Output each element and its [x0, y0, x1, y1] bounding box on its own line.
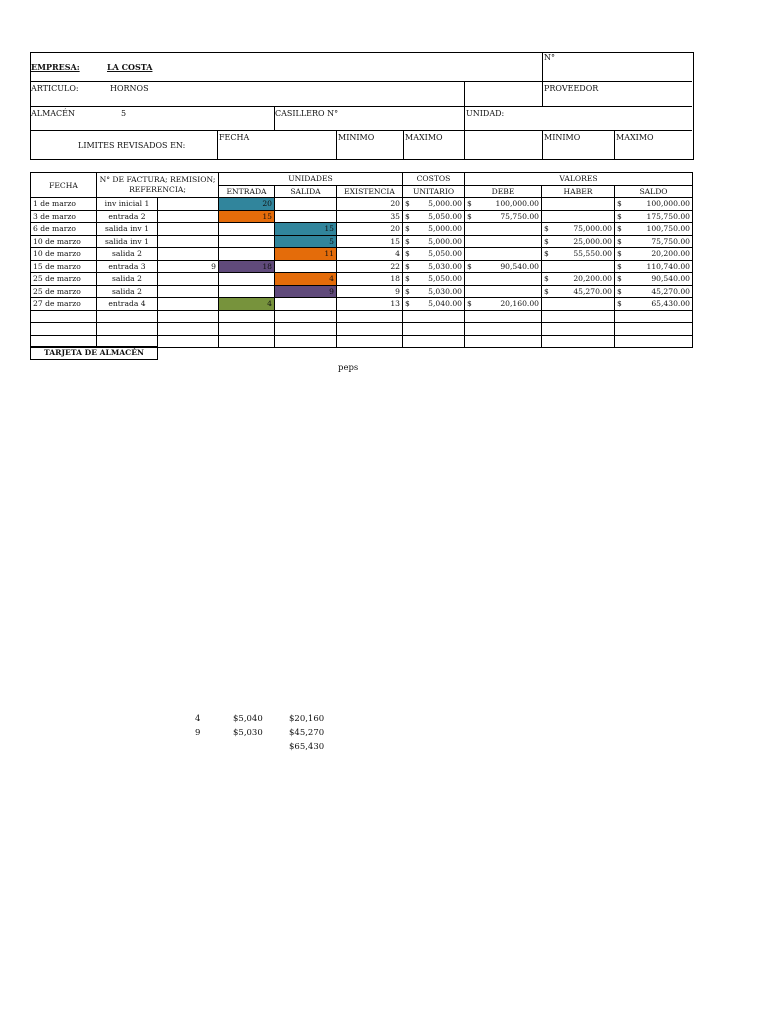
cell-unitario [403, 285, 465, 298]
note-unit-cost: $5,040 [233, 714, 263, 724]
cell-unitario [403, 310, 465, 323]
cell-debe-value: 90,540.00 [500, 261, 539, 271]
cell-unitario-value: 5,050.00 [428, 249, 462, 259]
cell-unitario [403, 235, 465, 248]
cell-haber-value: 75,000.00 [573, 224, 612, 234]
currency-symbol: $ [405, 261, 410, 271]
notes-total: $65,430 [289, 742, 325, 752]
cell-existencia: 22 [337, 260, 403, 273]
cell-debe [465, 310, 542, 323]
cell-salida [275, 298, 337, 311]
currency-symbol: $ [467, 211, 472, 221]
articulo-value: HORNOS [110, 84, 149, 93]
maximo-label: MAXIMO [405, 133, 443, 142]
unidades-header: UNIDADES [219, 173, 403, 186]
cell-entrada [219, 335, 275, 348]
currency-symbol: $ [617, 274, 622, 284]
numero-label: N° [544, 53, 555, 62]
cell-unitario-value: 5,040.00 [428, 299, 462, 309]
currency-symbol: $ [544, 286, 549, 296]
cell-haber [542, 223, 615, 236]
cell-fecha: 10 de marzo [31, 248, 97, 261]
note-qty: 9 [195, 728, 201, 738]
cell-saldo [615, 323, 693, 336]
cell-entrada [219, 323, 275, 336]
currency-symbol: $ [544, 249, 549, 259]
cell-saldo-value: 65,430.00 [651, 299, 690, 309]
currency-symbol: $ [405, 211, 410, 221]
proveedor-label: PROVEEDOR [544, 84, 599, 93]
cell-unitario-value: 5,030.00 [428, 286, 462, 296]
cell-unitario [403, 210, 465, 223]
table-row [31, 298, 693, 311]
cell-saldo [615, 273, 693, 286]
cell-debe-value: 20,160.00 [500, 299, 539, 309]
cell-debe [465, 235, 542, 248]
cell-debe-value: 75,750.00 [500, 211, 539, 221]
cell-saldo-value: 100,000.00 [646, 199, 690, 209]
cell-haber [542, 310, 615, 323]
cell-existencia: 20 [337, 223, 403, 236]
cell-haber [542, 248, 615, 261]
cell-entrada [219, 248, 275, 261]
cell-salida [275, 323, 337, 336]
cell-haber [542, 273, 615, 286]
cell-referencia: entrada 2 [97, 210, 158, 223]
currency-symbol: $ [617, 211, 622, 221]
cell-referencia-extra [158, 335, 219, 348]
col-factura-header [97, 173, 219, 198]
note-unit-cost: $5,030 [233, 728, 263, 738]
cell-fecha: 27 de marzo [31, 298, 97, 311]
col-fecha-header: FECHA [31, 173, 97, 198]
maximo2-label: MAXIMO [616, 133, 654, 142]
cell-haber [542, 298, 615, 311]
existencia-header: EXISTENCIA [337, 185, 403, 198]
inventory-card-table [30, 172, 693, 348]
cell-debe [465, 198, 542, 211]
cell-haber-value: 25,000.00 [573, 236, 612, 246]
minimo-label: MINIMO [338, 133, 375, 142]
cell-unitario [403, 323, 465, 336]
currency-symbol: $ [617, 236, 622, 246]
cell-saldo [615, 210, 693, 223]
cell-salida: 15 [275, 223, 337, 236]
cell-referencia-extra [158, 310, 219, 323]
cell-referencia: entrada 4 [97, 298, 158, 311]
limites-label: LIMITES REVISADOS EN: [78, 141, 186, 150]
cell-referencia: inv inicial 1 [97, 198, 158, 211]
cell-fecha: 10 de marzo [31, 235, 97, 248]
currency-symbol: $ [405, 274, 410, 284]
cell-fecha: 1 de marzo [31, 198, 97, 211]
cell-saldo [615, 223, 693, 236]
cell-unitario [403, 335, 465, 348]
articulo-label: ARTICULO: [31, 84, 79, 93]
table-row [31, 198, 693, 211]
cell-referencia-extra [158, 298, 219, 311]
cell-existencia: 13 [337, 298, 403, 311]
currency-symbol: $ [544, 274, 549, 284]
unitario-header: UNITARIO [403, 185, 465, 198]
almacen-label: ALMACÉN [31, 109, 76, 118]
cell-saldo-value: 110,740.00 [646, 261, 690, 271]
cell-debe [465, 248, 542, 261]
cell-salida [275, 310, 337, 323]
cell-referencia: salida inv 1 [97, 223, 158, 236]
cell-unitario-value: 5,000.00 [428, 199, 462, 209]
cell-fecha: 3 de marzo [31, 210, 97, 223]
cell-existencia [337, 310, 403, 323]
entrada-header: ENTRADA [219, 185, 275, 198]
table-row [31, 235, 693, 248]
cell-debe [465, 285, 542, 298]
cell-saldo [615, 235, 693, 248]
cell-haber [542, 210, 615, 223]
cell-fecha: 25 de marzo [31, 285, 97, 298]
cell-saldo-value: 20,200.00 [651, 249, 690, 259]
cell-saldo [615, 298, 693, 311]
table-row [31, 248, 693, 261]
salida-header: SALIDA [275, 185, 337, 198]
cell-existencia [337, 323, 403, 336]
cell-existencia: 4 [337, 248, 403, 261]
table-row [31, 285, 693, 298]
factura-header-line2: REFERENCIA; [129, 185, 186, 194]
cell-referencia: salida 2 [97, 285, 158, 298]
currency-symbol: $ [467, 261, 472, 271]
cell-unitario-value: 5,050.00 [428, 211, 462, 221]
cell-salida [275, 260, 337, 273]
empresa-value: LA COSTA [107, 62, 153, 72]
cell-saldo-value: 90,540.00 [651, 274, 690, 284]
cell-unitario [403, 223, 465, 236]
note-qty: 4 [195, 714, 201, 724]
table-row [31, 310, 693, 323]
note-total: $45,270 [289, 728, 325, 738]
currency-symbol: $ [617, 286, 622, 296]
cell-haber [542, 335, 615, 348]
cell-referencia-extra [158, 273, 219, 286]
cell-salida: 5 [275, 235, 337, 248]
cell-saldo-value: 175,750.00 [646, 211, 690, 221]
cell-salida [275, 198, 337, 211]
cell-entrada: 15 [219, 210, 275, 223]
cell-referencia-extra [158, 223, 219, 236]
cell-referencia: salida inv 1 [97, 235, 158, 248]
cell-existencia: 20 [337, 198, 403, 211]
cell-unitario [403, 198, 465, 211]
cell-debe [465, 260, 542, 273]
cell-unitario [403, 260, 465, 273]
cell-entrada: 20 [219, 198, 275, 211]
tarjeta-almacen-label: TARJETA DE ALMACÉN [30, 346, 158, 360]
cell-fecha: 15 de marzo [31, 260, 97, 273]
cell-existencia: 15 [337, 235, 403, 248]
cell-unitario-value: 5,000.00 [428, 224, 462, 234]
cell-saldo [615, 248, 693, 261]
cell-saldo [615, 260, 693, 273]
currency-symbol: $ [467, 299, 472, 309]
cell-existencia [337, 335, 403, 348]
cell-referencia: entrada 3 [97, 260, 158, 273]
cell-debe [465, 323, 542, 336]
cell-entrada [219, 223, 275, 236]
cell-fecha [31, 323, 97, 336]
cell-entrada: 4 [219, 298, 275, 311]
cell-fecha [31, 310, 97, 323]
cell-debe-value: 100,000.00 [495, 199, 539, 209]
cell-haber-value: 55,550.00 [573, 249, 612, 259]
costos-header: COSTOS [403, 173, 465, 186]
minimo2-label: MINIMO [544, 133, 581, 142]
saldo-header: SALDO [615, 185, 693, 198]
currency-symbol: $ [617, 199, 622, 209]
empresa-label: EMPRESA: [31, 62, 80, 72]
cell-referencia: salida 2 [97, 248, 158, 261]
cell-salida: 4 [275, 273, 337, 286]
cell-salida [275, 210, 337, 223]
table-row [31, 210, 693, 223]
factura-header-line1: N° DE FACTURA; REMISION; [99, 175, 216, 184]
cell-referencia [97, 310, 158, 323]
cell-existencia: 9 [337, 285, 403, 298]
currency-symbol: $ [405, 236, 410, 246]
cell-unitario-value: 5,050.00 [428, 274, 462, 284]
currency-symbol: $ [405, 199, 410, 209]
currency-symbol: $ [617, 261, 622, 271]
currency-symbol: $ [617, 249, 622, 259]
table-row [31, 260, 693, 273]
currency-symbol: $ [544, 224, 549, 234]
cell-entrada: 18 [219, 260, 275, 273]
cell-saldo [615, 198, 693, 211]
almacen-value: 5 [121, 109, 127, 118]
cell-debe [465, 335, 542, 348]
cell-entrada [219, 273, 275, 286]
debe-header: DEBE [465, 185, 542, 198]
cell-haber [542, 285, 615, 298]
note-total: $20,160 [289, 714, 325, 724]
method-label: peps [338, 363, 359, 373]
cell-salida: 9 [275, 285, 337, 298]
cell-existencia: 18 [337, 273, 403, 286]
currency-symbol: $ [617, 299, 622, 309]
currency-symbol: $ [405, 286, 410, 296]
cell-referencia-extra [158, 235, 219, 248]
cell-fecha: 6 de marzo [31, 223, 97, 236]
cell-referencia-extra [158, 285, 219, 298]
currency-symbol: $ [405, 299, 410, 309]
cell-salida: 11 [275, 248, 337, 261]
cell-entrada [219, 235, 275, 248]
cell-haber [542, 235, 615, 248]
cell-fecha: 25 de marzo [31, 273, 97, 286]
cell-unitario-value: 5,030.00 [428, 261, 462, 271]
cell-referencia-extra [158, 248, 219, 261]
cell-haber [542, 260, 615, 273]
cell-unitario [403, 298, 465, 311]
currency-symbol: $ [544, 236, 549, 246]
cell-saldo-value: 45,270.00 [651, 286, 690, 296]
cell-saldo [615, 310, 693, 323]
cell-debe [465, 210, 542, 223]
cell-debe [465, 223, 542, 236]
cell-entrada [219, 310, 275, 323]
currency-symbol: $ [405, 224, 410, 234]
fecha-limit-label: FECHA [219, 133, 250, 142]
cell-existencia: 35 [337, 210, 403, 223]
haber-header: HABER [542, 185, 615, 198]
cell-unitario-value: 5,000.00 [428, 236, 462, 246]
cell-debe [465, 273, 542, 286]
cell-haber-value: 20,200.00 [573, 274, 612, 284]
cell-referencia-extra: 9 [158, 260, 219, 273]
currency-symbol: $ [405, 249, 410, 259]
cell-referencia [97, 323, 158, 336]
cell-unitario [403, 273, 465, 286]
cell-referencia-extra [158, 198, 219, 211]
cell-haber [542, 323, 615, 336]
currency-symbol: $ [467, 199, 472, 209]
cell-saldo [615, 335, 693, 348]
cell-referencia-extra [158, 210, 219, 223]
currency-symbol: $ [617, 224, 622, 234]
cell-saldo [615, 285, 693, 298]
cell-haber-value: 45,270.00 [573, 286, 612, 296]
cell-entrada [219, 285, 275, 298]
cell-salida [275, 335, 337, 348]
casillero-label: CASILLERO N° [275, 109, 339, 118]
unidad-label: UNIDAD: [466, 109, 505, 118]
cell-debe [465, 298, 542, 311]
cell-saldo-value: 75,750.00 [651, 236, 690, 246]
table-row [31, 323, 693, 336]
cell-unitario [403, 248, 465, 261]
cell-haber [542, 198, 615, 211]
table-row [31, 223, 693, 236]
cell-referencia-extra [158, 323, 219, 336]
cell-saldo-value: 100,750.00 [646, 224, 690, 234]
valores-header: VALORES [465, 173, 693, 186]
table-row [31, 273, 693, 286]
cell-referencia: salida 2 [97, 273, 158, 286]
